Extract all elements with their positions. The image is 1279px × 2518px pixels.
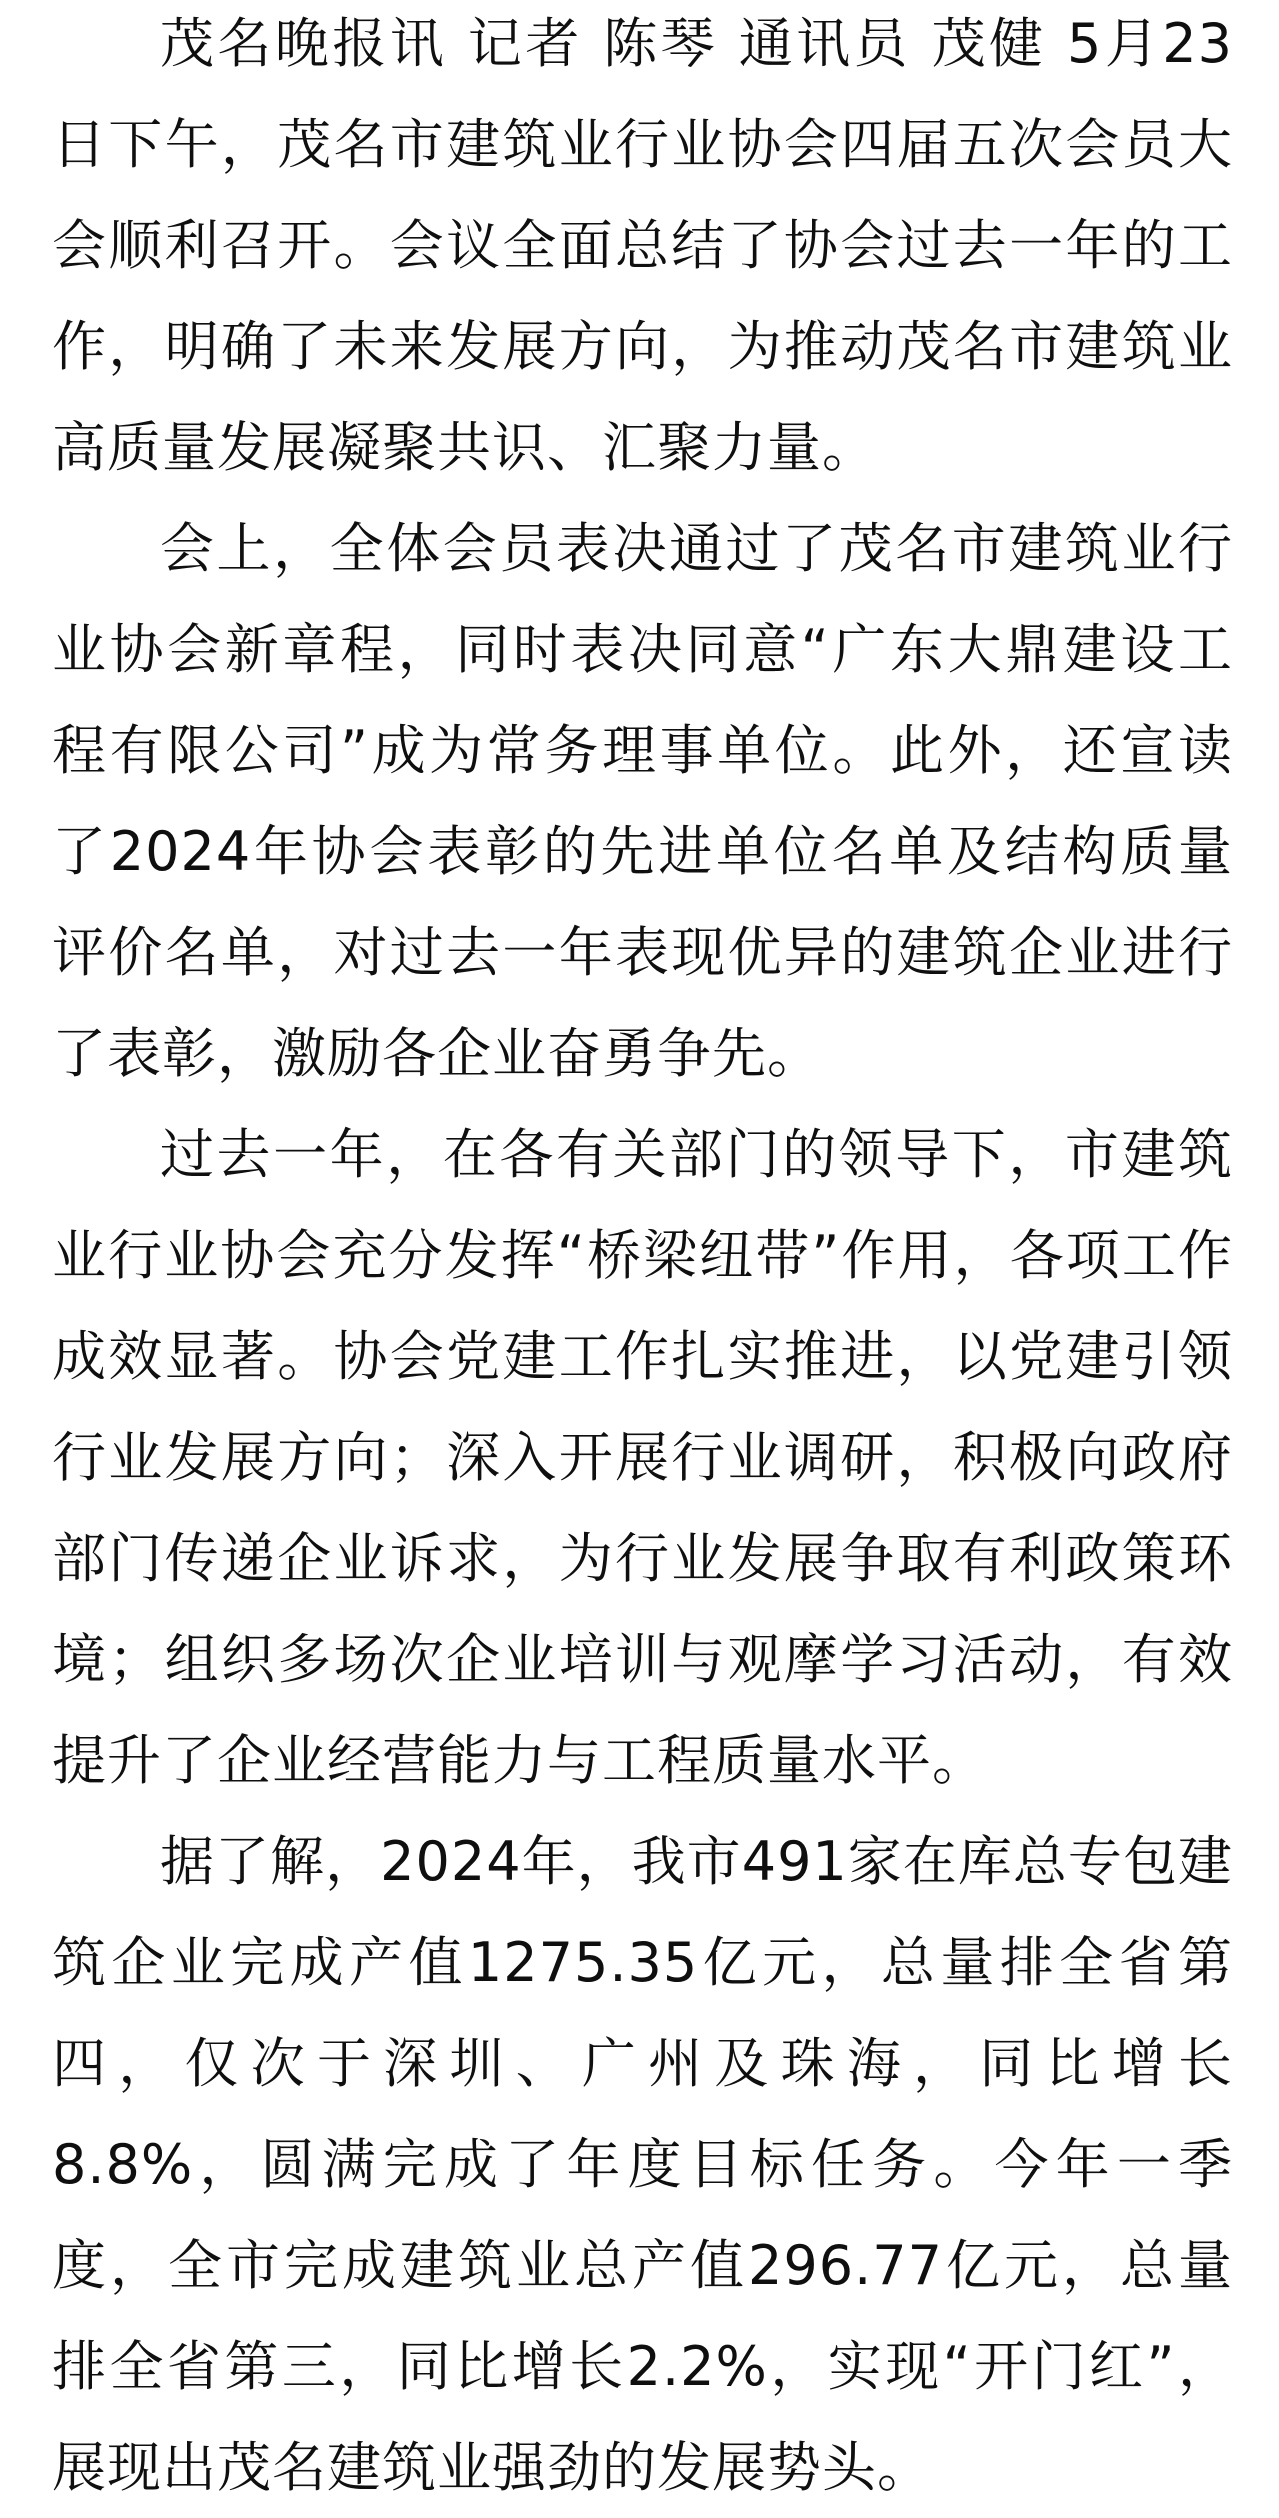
article-paragraph-2: 会上，全体会员表决通过了茂名市建筑业行业协会新章程，同时表决同意“广东大鼎建设工程有限公司”成为常务理事单位。此外，还宣读了2024年协会表彰的先进单位名单及结构质量评价名单，对过去一年表现优异的建筑企业进行了表彰，激励各企业奋勇争先。 [52, 517, 1233, 1085]
article-paragraph-3: 过去一年，在各有关部门的领导下，市建筑业行业协会充分发挥“桥梁纽带”作用，各项工作成效显著。协会党建工作扎实推进，以党建引领行业发展方向；深入开展行业调研，积极向政府部门传递企业诉求，为行业发展争取有利政策环境；组织多场次企业培训与观摩学习活动，有效提升了企业经营能力与工程质量水平。 [52, 1123, 1233, 1792]
article-paragraph-4: 据了解，2024年，我市491家在库总专包建筑企业完成产值1275.35亿元，总量排全省第四，仅次于深圳、广州及珠海，同比增长8.8%，圆满完成了年度目标任务。今年一季度，全市完成建筑业总产值296.77亿元，总量排全省第三，同比增长2.2%，实现“开门红”，展现出茂名建筑业强劲的发展势头。 [52, 1830, 1233, 2499]
news-article-body [52, 0, 1233, 2518]
article-paragraph-1: 茂名晚报讯 记者 陈琴 通讯员 茂健 5月23日下午，茂名市建筑业行业协会四届五次会员大会顺利召开。会议全面总结了协会过去一年的工作，明确了未来发展方向，为推动茂名市建筑业高质量发展凝聚共识、汇聚力量。 [52, 12, 1233, 479]
